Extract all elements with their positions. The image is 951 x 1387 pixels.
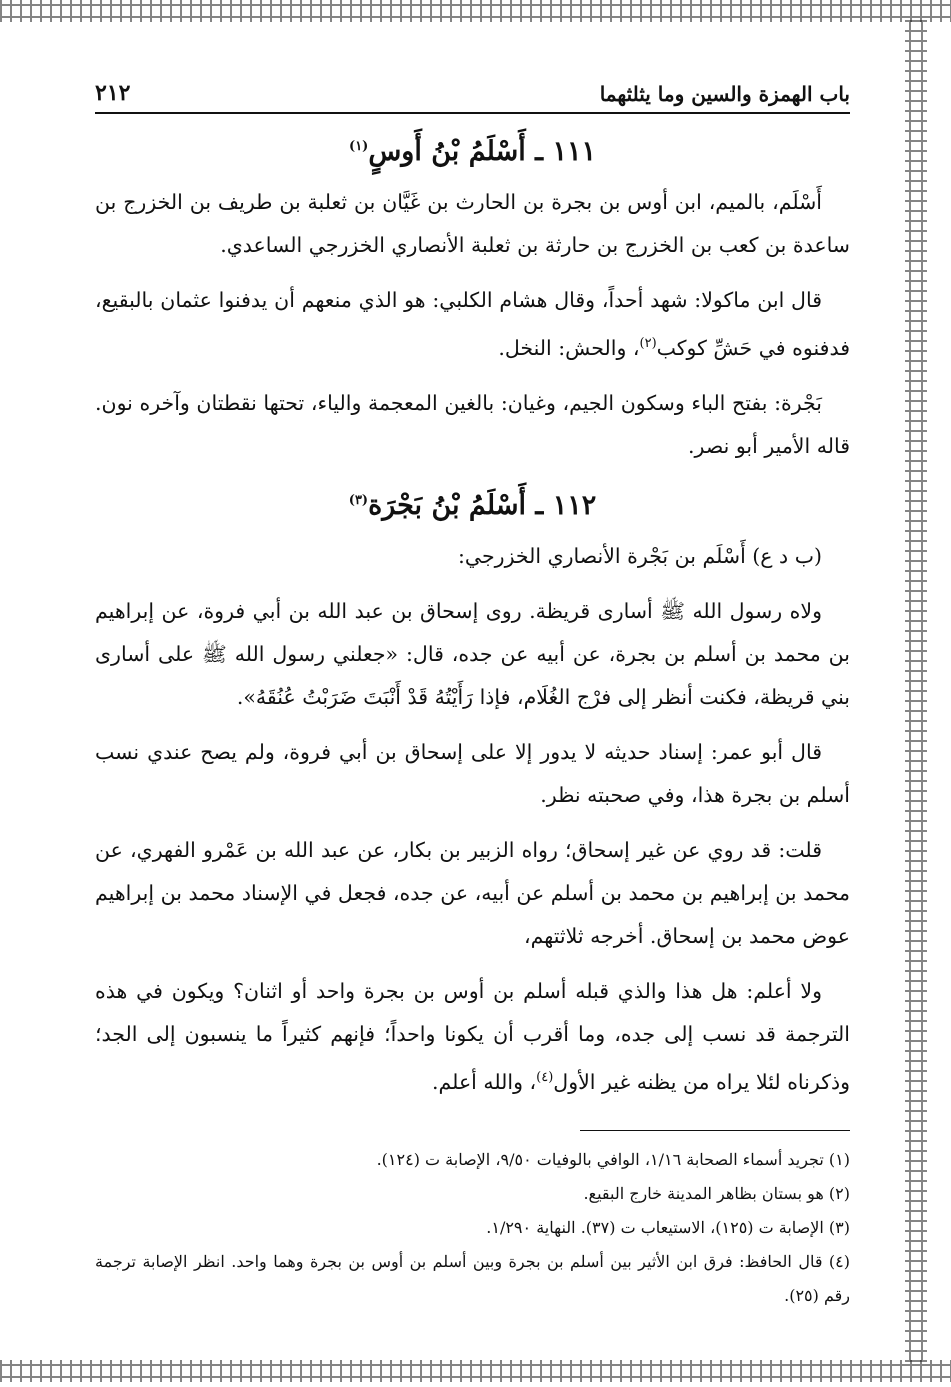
entry-112-paragraph-5	[95, 970, 850, 1104]
entry-112-paragraph-5-text-a: ولا أعلم: هل هذا والذي قبله أسلم بن أوس بن بجرة واحد أو اثنان؟ ويكون في هذه الترجمة قد نسب إلى جده، وما أقرب أن يكونا واحداً؛ فإنهم كثيراً ما ينسبون إلى الجد؛ وذكرناه لئلا يراه من يظنه غير الأول	[95, 978, 850, 1094]
decorative-border-top	[0, 0, 951, 22]
page-number: ٢١٢	[95, 80, 131, 106]
entry-heading-111-text: ١١١ ـ أَسْلَمُ بْنُ أَوسٍ	[368, 136, 596, 167]
footnote-3: (٣) الإصابة ت (١٢٥)، الاستيعاب ت (٣٧). النهاية ١/٢٩٠.	[486, 1217, 850, 1237]
footnote-ref-3: (٣)	[348, 492, 369, 508]
entry-111-paragraph-2-text-a: قال ابن ماكولا: شهد أحداً، وقال هشام الكلبي: هو الذي منعهم أن يدفنوا عثمان بالبقيع، فدفنوه في حَشِّ كوكب	[95, 288, 850, 360]
entry-heading-112	[95, 490, 850, 521]
decorative-border-right	[905, 20, 927, 1362]
footnote-1: (١) تجريد أسماء الصحابة ١/١٦، الوافي بالوفيات ٩/٥٠، الإصابة ت (١٢٤).	[376, 1149, 850, 1169]
entry-heading-111	[95, 136, 850, 167]
entry-111-paragraph-2	[95, 279, 850, 370]
entry-112-paragraph-4: قلت: قد روي عن غير إسحاق؛ رواه الزبير بن بكار، عن عبد الله بن عَمْرو الفهري، عن محمد بن إبراهيم بن محمد بن أسلم عن أبيه، عن جده، فجعل في الإسناد محمد بن إبراهيم عوض محمد بن إسحاق. أخرجه ثلاثتهم،	[95, 837, 850, 948]
running-header	[95, 80, 850, 114]
entry-heading-112-text: ١١٢ ـ أَسْلَمُ بْنُ بَجْرَة	[368, 489, 597, 521]
footnote-ref-4: (٤)	[536, 1069, 554, 1085]
entry-112-paragraph-1: (ب د ع) أَسْلَم بن بَجْرة الأنصاري الخزرجي:	[458, 543, 822, 568]
entry-112-paragraph-5-text-b: ، والله أعلم.	[432, 1069, 537, 1094]
entry-112-paragraph-3: قال أبو عمر: إسناد حديثه لا يدور إلا على إسحاق بن أبي فروة، ولم يصح عندي نسب أسلم بن بجرة هذا، وفي صحبته نظر.	[95, 739, 850, 807]
footnote-separator	[580, 1130, 850, 1131]
footnote-2: (٢) هو بستان بظاهر المدينة خارج البقيع.	[583, 1183, 850, 1203]
entry-111-paragraph-1: أَسْلَم، بالميم، ابن أوس بن بجرة بن الحارث بن غَيَّان بن ثعلبة بن طريف بن الخزرج بن ساعدة بن كعب بن الخزرج بن حارثة بن ثعلبة الأنصاري الخزرجي الساعدي.	[95, 190, 850, 257]
footnote-ref-1: (١)	[349, 139, 369, 154]
footnote-ref-2: (٢)	[639, 336, 657, 351]
decorative-border-bottom	[0, 1360, 951, 1382]
footnotes	[95, 1143, 850, 1313]
entry-112-paragraph-2: ولاه رسول الله ﷺ أسارى قريظة. روى إسحاق بن عبد الله بن أبي فروة، عن إبراهيم بن محمد بن أسلم بن بجرة، عن أبيه عن جده، قال: «جعلني رسول الله ﷺ على أسارى بني قريظة، فكنت أنظر إلى فرْج الغُلَام، فإذا رَأَيْتُهُ قَدْ أَنْبَتَ ضَرَبْتُ عُنُقَهُ».	[95, 598, 850, 709]
footnote-4: (٤) قال الحافظ: فرق ابن الأثير بين أسلم بن بجرة وبين أسلم بن أوس بن بجرة وهما واحد. انظر الإصابة ترجمة رقم (٢٥).	[95, 1251, 850, 1305]
entry-111-paragraph-3: بَجْرة: بفتح الباء وسكون الجيم، وغيان: بالغين المعجمة والياء، تحتها نقطتان وآخره نون. قاله الأمير أبو نصر.	[95, 390, 850, 458]
chapter-title: باب الهمزة والسين وما يثلثهما	[599, 82, 850, 106]
entry-111-paragraph-2-text-b: ، والحش: النخل.	[498, 335, 640, 360]
page-content	[95, 80, 850, 1313]
